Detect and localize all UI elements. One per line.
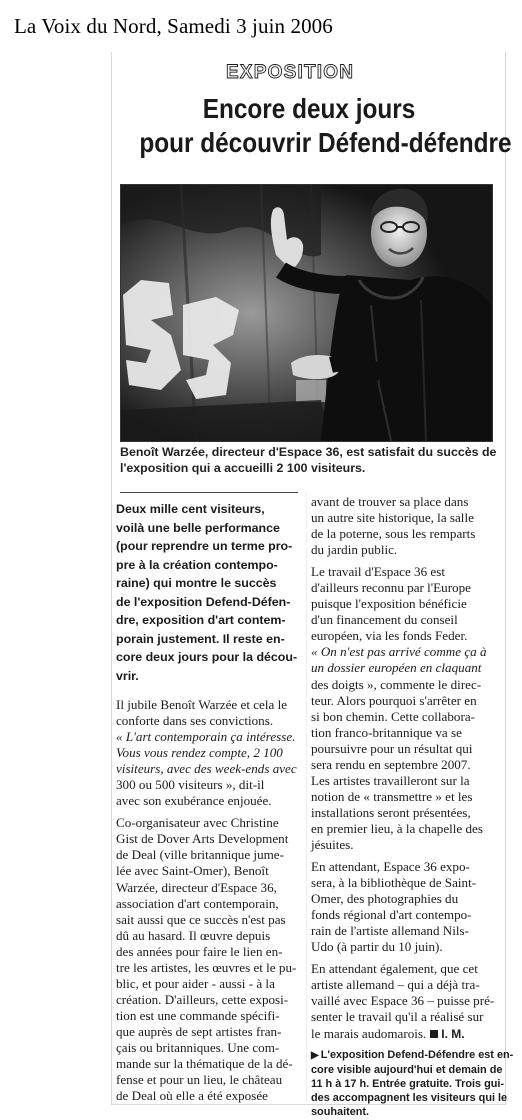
end-square-icon xyxy=(430,1030,438,1038)
body-line: avant de trouver sa place dans xyxy=(311,494,469,509)
headline-line-1: Encore deux jours xyxy=(202,93,416,124)
body-paragraph-1 xyxy=(116,697,304,809)
headline-line-2: pour découvrir Défend-défendre xyxy=(139,127,512,158)
body-line: artiste allemand – qui a déjà tra- xyxy=(311,977,480,993)
info-line: 11 h à 17 h. Entrée gratuite. Trois gui- xyxy=(311,1077,505,1090)
body-line: Omer, des photographies du xyxy=(311,891,459,907)
lead-line: raine) qui montre le succès xyxy=(116,576,277,590)
body-line: avec son exubérance enjouée. xyxy=(116,793,272,809)
body-line: des années pour faire le lien en- xyxy=(116,943,283,959)
body-line: Warzée, directeur d'Espace 36, xyxy=(116,879,277,895)
lead-line: vrir. xyxy=(116,668,139,683)
info-line: souhaitent. xyxy=(311,1106,370,1119)
body-line: de la poterne, sous les remparts xyxy=(311,526,476,542)
body-line: installations seront présentées, xyxy=(311,804,471,820)
body-line: rain de l'artiste allemand Nils- xyxy=(311,923,469,939)
lead-line: voilà une belle performance xyxy=(116,520,280,535)
body-line: lée avec Saint-Omer), Benoît xyxy=(116,863,269,879)
body-line: 300 ou 500 visiteurs », dit-il xyxy=(116,777,265,793)
author-signature: I. M. xyxy=(441,1026,465,1041)
body-line: Udo (à partir du 10 juin). xyxy=(311,939,443,955)
body-paragraph-6 xyxy=(311,961,493,1041)
body-line: fense et pour un lieu, le château xyxy=(116,1072,283,1088)
info-line: core visible aujourd'hui et demain de xyxy=(311,1063,503,1076)
body-paragraph-2 xyxy=(116,815,304,1104)
quote-line: « L'art contemporain ça intéresse. xyxy=(116,729,296,745)
body-line: poursuivre pour un résultat qui xyxy=(311,740,473,756)
info-line: des accompagnent les visiteurs qui le xyxy=(311,1092,508,1105)
article-lead xyxy=(116,500,304,685)
body-line: vaillé avec Espace 36 – puisse pré- xyxy=(311,993,495,1009)
body-line: association d'art contemporain, xyxy=(116,895,279,911)
quote-line: Vous vous rendez compte, 2 100 xyxy=(116,745,283,761)
triangle-arrow-icon: ▶ xyxy=(311,1049,319,1061)
final-line-text: le marais audomarois. xyxy=(311,1025,427,1041)
quote-line: un dossier européen en claquant xyxy=(311,660,482,676)
body-line: Gist de Dover Arts Development xyxy=(116,831,289,847)
lead-line: porain justement. Il reste en- xyxy=(116,631,285,646)
body-line: sera, à la bibliothèque de Saint- xyxy=(311,875,477,891)
body-line: fonds régional d'art contempo- xyxy=(311,907,472,923)
body-paragraph-3 xyxy=(311,494,493,558)
article-headline xyxy=(139,92,512,160)
body-line: blic, et pour aider - aussi - à la xyxy=(116,975,275,991)
photo-illustration xyxy=(121,185,492,441)
spacer xyxy=(116,685,304,697)
body-line: d'ailleurs reconnu par l'Europe xyxy=(311,580,471,596)
body-line: notion de « transmettre » et les xyxy=(311,788,473,804)
body-line: tre les artistes, les œuvres et le pu- xyxy=(116,959,297,975)
caption-line-2: l'exposition qui a accueilli 2 100 visiteurs. xyxy=(120,461,366,475)
right-column xyxy=(311,494,514,1120)
body-line: En attendant également, que cet xyxy=(311,961,478,977)
quote-line: visiteurs, avec des week-ends avec xyxy=(116,761,297,777)
body-paragraph-4 xyxy=(311,564,493,853)
body-line-final xyxy=(311,1026,493,1042)
body-line: mande sur la thématique de la dé- xyxy=(116,1056,293,1072)
lead-line: core deux jours pour la décou- xyxy=(116,650,298,664)
body-line: d'un financement du conseil xyxy=(311,612,458,628)
body-line: tion est une commande spécifi- xyxy=(116,1007,280,1023)
info-line xyxy=(311,1048,514,1063)
body-paragraph-5 xyxy=(311,859,493,955)
lead-line: de l'exposition Defend-Défen- xyxy=(116,594,291,609)
body-line: de Deal où elle a été exposée xyxy=(116,1088,268,1104)
body-line: un autre site historique, la salle xyxy=(311,510,474,526)
body-line: Le travail d'Espace 36 est xyxy=(311,564,445,580)
lead-line: pre à la création contempo- xyxy=(116,557,278,572)
body-line: Co-organisateur avec Christine xyxy=(116,815,279,831)
body-line: en premier lieu, à la chapelle des xyxy=(311,820,483,836)
body-line: de Deal (ville britannique jume- xyxy=(116,847,284,863)
body-line: européen, via les fonds Feder. xyxy=(311,628,468,644)
body-line: Il jubile Benoît Warzée et cela le xyxy=(116,697,288,712)
body-line: que auprès de sept artistes fran- xyxy=(116,1023,282,1039)
body-line: des doigts », commente le direc- xyxy=(311,676,482,692)
photo-caption xyxy=(120,444,497,476)
body-line: création. D'ailleurs, cette exposi- xyxy=(116,991,289,1007)
body-line: En attendant, Espace 36 expo- xyxy=(311,859,470,875)
body-line: sera rendu en septembre 2007. xyxy=(311,756,471,772)
practical-info-box xyxy=(311,1048,514,1120)
left-column xyxy=(116,500,304,1104)
body-line: Les artistes travailleront sur la xyxy=(311,772,470,788)
info-text: L'exposition Defend-Défendre est en- xyxy=(320,1048,514,1061)
body-line: puisque l'exposition bénéficie xyxy=(311,596,467,612)
body-line: conforte dans ses convictions. xyxy=(116,713,274,729)
body-line: jésuites. xyxy=(311,836,354,852)
body-line: dû au hasard. Il œuvre depuis xyxy=(116,927,271,943)
section-rubric: EXPOSITION xyxy=(226,62,355,83)
body-line: çais ou britanniques. Une com- xyxy=(116,1039,280,1055)
quote-line: « On n'est pas arrivé comme ça à xyxy=(311,644,487,660)
body-line: sait aussi que ce succès n'est pas xyxy=(116,911,286,927)
lead-line: Deux mille cent visiteurs, xyxy=(116,502,265,516)
caption-line-1: Benoît Warzée, directeur d'Espace 36, est satisfait du succès de xyxy=(120,445,497,459)
article-photo xyxy=(120,184,493,442)
body-line: teur. Alors pourquoi s'arrêter en xyxy=(311,692,477,708)
lead-line: dre, exposition d'art contem- xyxy=(116,613,286,627)
lead-line: (pour reprendre un terme pro- xyxy=(116,539,293,553)
body-line: si bon chemin. Cette collabora- xyxy=(311,708,475,724)
body-line: tion franco-britannique va se xyxy=(311,724,462,740)
column-separator xyxy=(306,492,307,1102)
body-line: senter le travail qu'il a réalisé sur xyxy=(311,1009,484,1025)
column-top-rule xyxy=(120,492,298,493)
body-line: du jardin public. xyxy=(311,542,398,558)
newspaper-masthead: La Voix du Nord, Samedi 3 juin 2006 xyxy=(14,14,333,38)
